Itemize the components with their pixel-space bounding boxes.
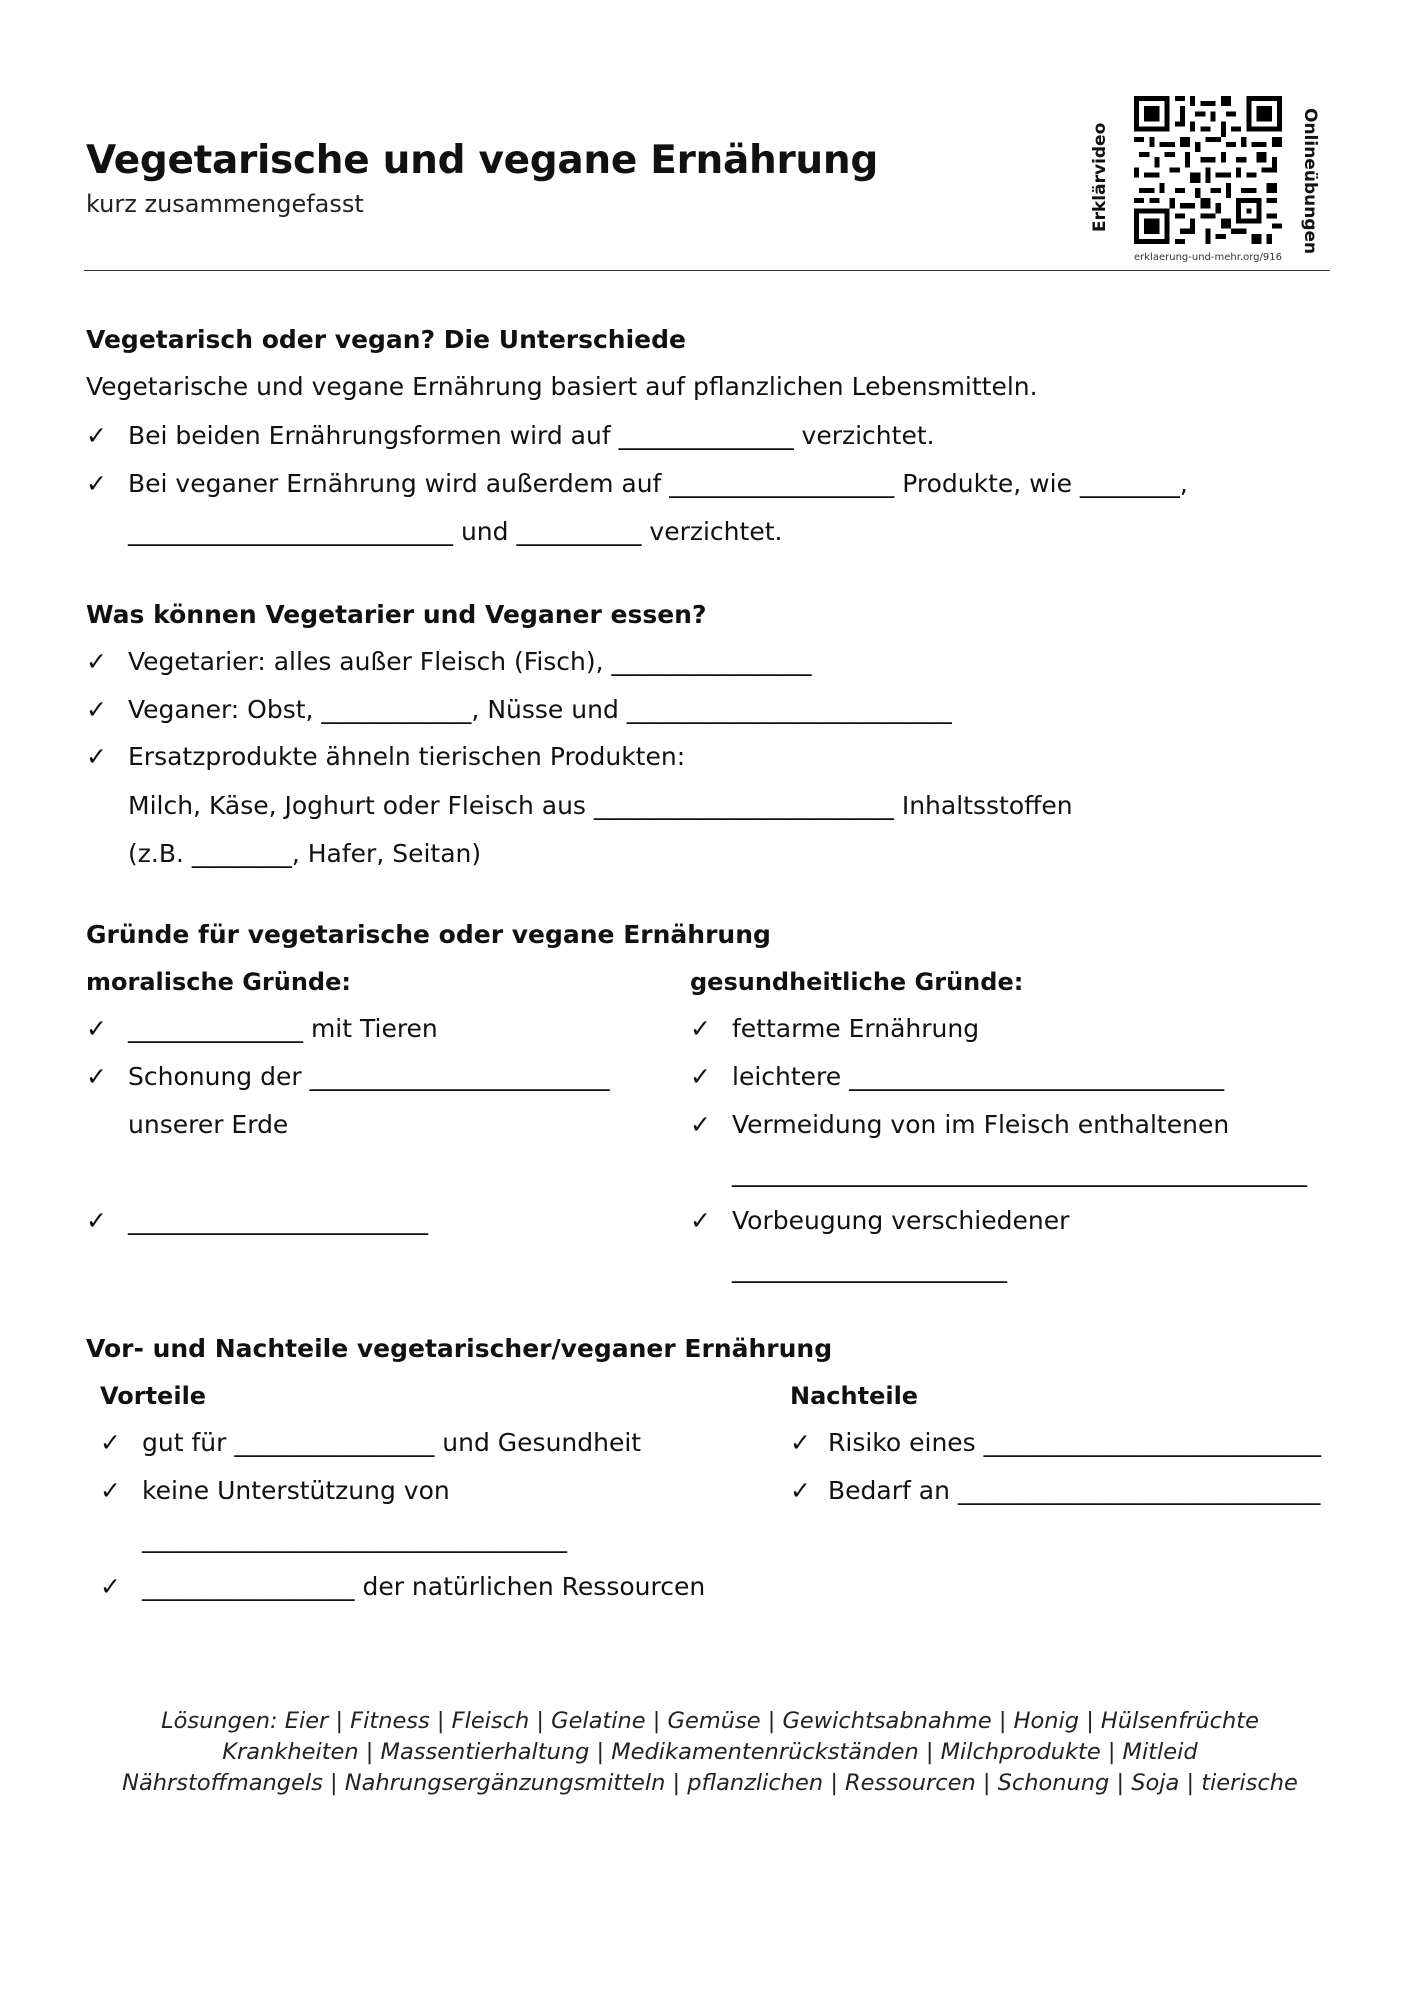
fill-blank-item: _________________ der natürlichen Ressourcen	[142, 1572, 706, 1601]
page-title: Vegetarische und vegane Ernährung	[86, 138, 878, 183]
fill-blank-item: Bei beiden Ernährungsformen wird auf ______________ verzichtet.	[128, 421, 935, 450]
solutions-word-bank	[80, 1706, 1340, 1799]
section-heading-differences: Vegetarisch oder vegan? Die Unterschiede	[86, 325, 686, 354]
subheading-cons: Nachteile	[790, 1382, 919, 1410]
check-icon: ✓	[86, 421, 107, 450]
fill-blank-item-continuation: unserer Erde	[128, 1110, 289, 1139]
check-icon: ✓	[790, 1476, 811, 1505]
fill-blank-item: ________________________	[128, 1206, 428, 1235]
qr-code[interactable]	[1134, 96, 1282, 244]
check-icon: ✓	[100, 1572, 121, 1601]
list-item: Vorbeugung verschiedener	[732, 1206, 1070, 1235]
fill-blank-item-continuation: (z.B. ________, Hafer, Seitan)	[128, 839, 482, 868]
check-icon: ✓	[86, 469, 107, 498]
check-icon: ✓	[100, 1428, 121, 1457]
subheading-moral: moralische Gründe:	[86, 968, 351, 996]
check-icon: ✓	[690, 1062, 711, 1091]
fill-blank-item: Bei veganer Ernährung wird außerdem auf __________________ Produkte, wie ________,	[128, 469, 1188, 498]
solutions-line: Nährstoffmangels | Nahrungsergänzungsmitteln | pflanzlichen | Ressourcen | Schonung | Soja | tierische	[122, 1770, 1298, 1796]
check-icon: ✓	[86, 647, 107, 676]
qr-url[interactable]: erklaerung-und-mehr.org/916	[1134, 252, 1282, 263]
list-item: fettarme Ernährung	[732, 1014, 980, 1043]
fill-blank-item: Risiko eines ___________________________	[828, 1428, 1322, 1457]
section-intro: Vegetarische und vegane Ernährung basiert auf pflanzlichen Lebensmitteln.	[86, 372, 1038, 401]
fill-blank-item-continuation: Milch, Käse, Joghurt oder Fleisch aus ________________________ Inhaltsstoffen	[128, 791, 1073, 820]
list-item: Vermeidung von im Fleisch enthaltenen	[732, 1110, 1230, 1139]
check-icon: ✓	[100, 1476, 121, 1505]
fill-blank-item-continuation: __________________________________	[142, 1524, 567, 1553]
page-subtitle: kurz zusammengefasst	[86, 190, 364, 218]
check-icon: ✓	[690, 1206, 711, 1235]
section-heading-reasons: Gründe für vegetarische oder vegane Ernährung	[86, 920, 771, 949]
fill-blank-item: ______________ mit Tieren	[128, 1014, 438, 1043]
subheading-health: gesundheitliche Gründe:	[690, 968, 1024, 996]
fill-blank-item-continuation: ______________________________________________	[732, 1158, 1307, 1187]
fill-blank-item-continuation: __________________________ und __________ verzichtet.	[128, 517, 783, 546]
fill-blank-item-continuation: ______________________	[732, 1254, 1007, 1283]
check-icon: ✓	[86, 695, 107, 724]
solutions-line: Lösungen: Eier | Fitness | Fleisch | Gelatine | Gemüse | Gewichtsabnahme | Honig | Hülsenfrüchte	[161, 1708, 1259, 1734]
section-heading-pros-cons: Vor- und Nachteile vegetarischer/veganer Ernährung	[86, 1334, 833, 1363]
list-item: keine Unterstützung von	[142, 1476, 450, 1505]
check-icon: ✓	[86, 1062, 107, 1091]
qr-label-exercises: Onlineübungen	[1300, 108, 1320, 255]
check-icon: ✓	[790, 1428, 811, 1457]
fill-blank-item: gut für ________________ und Gesundheit	[142, 1428, 642, 1457]
list-item: Ersatzprodukte ähneln tierischen Produkten:	[128, 742, 686, 771]
fill-blank-item: Vegetarier: alles außer Fleisch (Fisch), ________________	[128, 647, 812, 676]
fill-blank-item: Bedarf an _____________________________	[828, 1476, 1321, 1505]
subheading-pros: Vorteile	[100, 1382, 207, 1410]
fill-blank-item: Schonung der ________________________	[128, 1062, 610, 1091]
fill-blank-item: Veganer: Obst, ____________, Nüsse und __________________________	[128, 695, 952, 724]
check-icon: ✓	[690, 1110, 711, 1139]
qr-label-video: Erklärvideo	[1090, 122, 1110, 232]
fill-blank-item: leichtere ______________________________	[732, 1062, 1225, 1091]
header-divider	[84, 270, 1330, 271]
check-icon: ✓	[86, 1206, 107, 1235]
check-icon: ✓	[86, 1014, 107, 1043]
solutions-line: Krankheiten | Massentierhaltung | Medikamentenrückständen | Milchprodukte | Mitleid	[222, 1739, 1198, 1765]
section-heading-food: Was können Vegetarier und Veganer essen?	[86, 600, 707, 629]
check-icon: ✓	[690, 1014, 711, 1043]
check-icon: ✓	[86, 742, 107, 771]
